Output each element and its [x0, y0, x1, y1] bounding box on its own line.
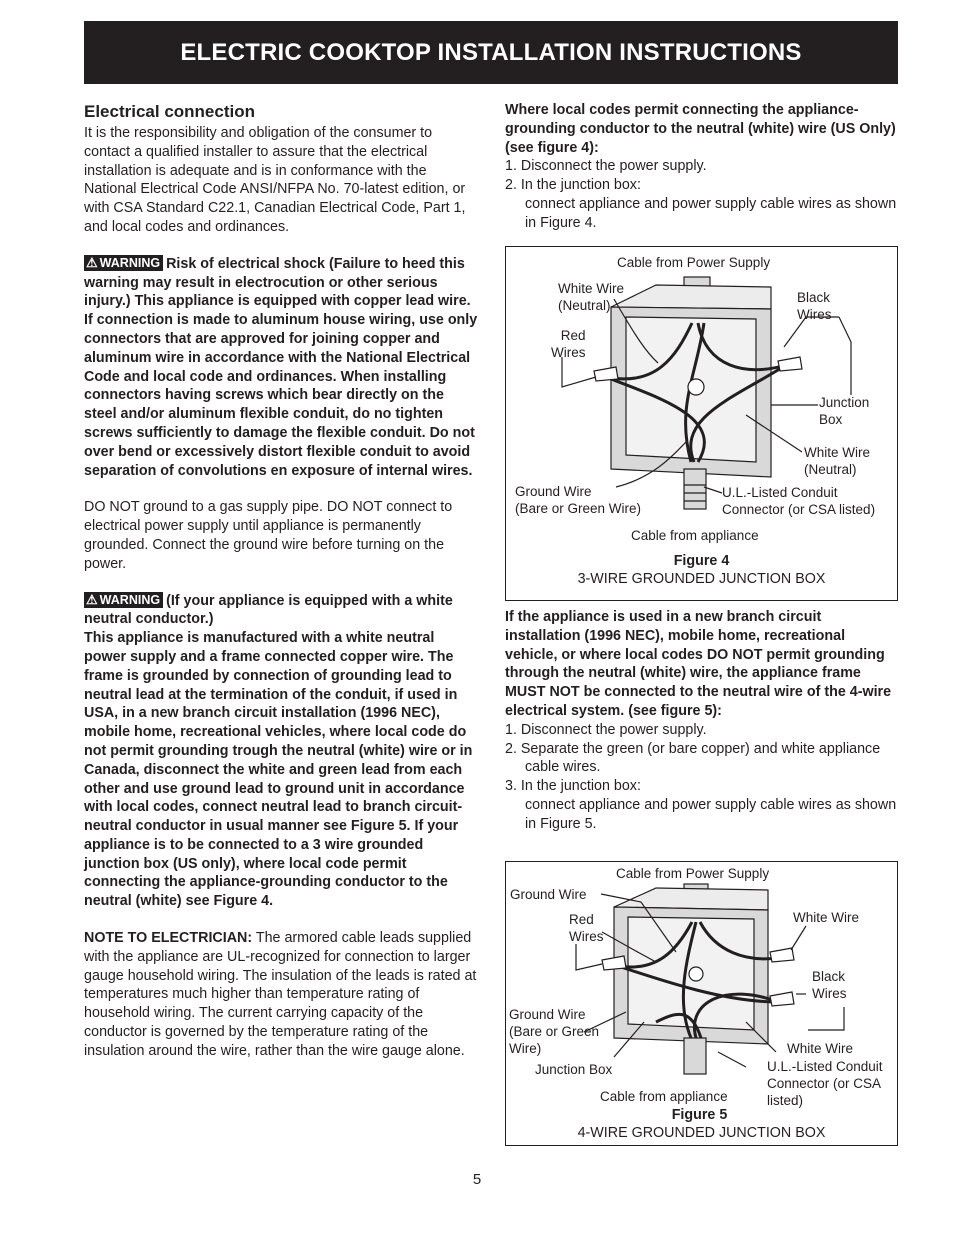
label-cable-power: Cable from Power Supply [616, 866, 770, 881]
ground-note: DO NOT ground to a gas supply pipe. DO NOT connect to electrical power supply until appliance is permanently grounded. Connect the ground wire before turning on the power. [84, 499, 453, 572]
label-red-wires: Red Wires [551, 328, 586, 360]
list-item: 2. Separate the green (or bare copper) and white appliance cable wires. [505, 740, 881, 776]
warning-badge: ⚠ WARNING [84, 592, 163, 608]
warning-paragraph-2 [84, 592, 478, 630]
figure-5-caption: 4-WIRE GROUNDED JUNCTION BOX [577, 1125, 826, 1141]
list-item: 2. In the junction box: [505, 177, 641, 194]
label-cable-appliance: Cable from appliance [600, 1089, 728, 1104]
label-black-wires: Black Wires [797, 290, 832, 322]
warning-2-lead: (If your appliance is equipped with a white neutral conductor.) [84, 592, 453, 628]
intro-paragraph: It is the responsibility and obligation of the consumer to contact a qualified installer to assure that the electrical installation is adequate and is in conformance with the National Electrical Code ANSI/NFPA No. 70-latest edition, or with CSA Standard C22.1, Canadian Electrical Code, Part 1, and local codes and ordinances. [84, 125, 466, 235]
figure-5 [505, 861, 898, 1146]
figure4-intro: Where local codes permit connecting the appliance-grounding conductor to the neutral (white) wire (US Only) (see figure 4): [505, 102, 896, 156]
figure-5-title: Figure 5 [671, 1107, 728, 1123]
warning-badge: ⚠ WARNING [84, 255, 163, 271]
warning-paragraph-1 [84, 255, 478, 481]
figure-4 [505, 246, 898, 601]
page-header [84, 21, 898, 84]
page-title: ELECTRIC COOKTOP INSTALLATION INSTRUCTIONS [180, 38, 802, 66]
warning-triangle-icon: ⚠ [86, 591, 98, 607]
label-white-wire-neutral-2: White Wire (Neutral) [804, 445, 871, 477]
label-junction-box: Junction Box [535, 1062, 613, 1077]
figure-4-title: Figure 4 [673, 553, 730, 569]
label-ground-wire: Ground Wire (Bare or Green Wire) [509, 1007, 600, 1056]
list-item: 1. Disconnect the power supply. [505, 158, 707, 175]
label-ground-wire: Ground Wire (Bare or Green Wire) [515, 484, 642, 516]
steps-list-1 [505, 157, 900, 195]
label-white-wire-2: White Wire [787, 1041, 854, 1056]
right-column-top [505, 101, 900, 233]
label-white-wire: White Wire [793, 910, 860, 925]
label-black-wires: Black Wires [812, 969, 847, 1001]
steps-1-sub: connect appliance and power supply cable wires as shown in Figure 4. [525, 195, 897, 231]
note-label: NOTE TO ELECTRICIAN: [84, 930, 253, 947]
page-number: 5 [472, 1171, 482, 1188]
label-red-wires: Red Wires [569, 912, 604, 944]
warning-1-text: Risk of electrical shock (Failure to heed this warning may result in electrocution or other serious injury.) This appliance is equipped with copper lead wire. If connection is made to aluminum house wiring, use only connectors that are approved for joining copper and aluminum wire in accordance with the National Electrical Code and local code and ordinances. When installing connectors having screws which bear directly on the steel and/or aluminum flexible conduit, do no tighten screws sufficiently to damage the flexible conduit. Do not over bend or excessively distort flexible conduit to avoid separation of convolutions en exposure of internal wires. [84, 255, 478, 479]
warning-2-body: This appliance is manufactured with a white neutral power supply and a frame connected copper wire. The frame is grounded by connection of grounding lead to neutral lead at the termination of the conduit, if used in USA, in a new branch circuit installation (1996 NEC), mobile home, recreational vehicles, where local code do not permit grounding trough the neutral (white) wire or in Canada, disconnect the white and green lead from each other and use ground lead to ground unit in accordance with local codes, connect neutral lead to branch circuit-neutral conductor in usual manner see Figure 5. If your appliance is to be connected to a 3 wire grounded junction box (US only), where local code permit connecting the appliance-grounding conductor to the neutral (white) see Figure 4. [84, 630, 473, 910]
right-column-middle [505, 608, 900, 834]
label-ul-conduit: U.L.-Listed Conduit Connector (or CSA listed) [722, 485, 876, 517]
label-ul-conduit: U.L.-Listed Conduit Connector (or CSA listed) [767, 1059, 883, 1108]
note-body: The armored cable leads supplied with the appliance are UL-recognized for connection to larger gauge household wiring. The insulation of the leads is rated at temperatures much higher than temperature rating of household wiring. The current carrying capacity of the conductor is governed by the temperature rating of the insulation around the wire, rather than the wire gauge alone. [84, 930, 477, 1059]
figure5-intro: If the appliance is used in a new branch circuit installation (1996 NEC), mobile home, recreational vehicle, or where local codes DO NOT permit grounding through the neutral (white) wire, the appliance frame MUST NOT be connected to the neutral wire of the 4-wire electrical system. (see figure 5): [505, 609, 892, 719]
figure-4-caption: 3-WIRE GROUNDED JUNCTION BOX [577, 571, 826, 587]
label-cable-appliance: Cable from appliance [631, 528, 759, 543]
steps-list-2 [505, 721, 900, 796]
list-item: 1. Disconnect the power supply. [505, 721, 707, 738]
label-ground-wire-top: Ground Wire [510, 887, 587, 902]
electrician-note [84, 929, 478, 1061]
steps-2-sub: connect appliance and power supply cable wires as shown in Figure 5. [525, 796, 897, 832]
label-cable-power: Cable from Power Supply [617, 255, 771, 270]
label-junction-box: Junction Box [819, 395, 870, 427]
section-title: Electrical connection [84, 102, 255, 121]
left-column [84, 101, 478, 1061]
warning-triangle-icon: ⚠ [86, 254, 98, 270]
list-item: 3. In the junction box: [505, 778, 641, 795]
label-white-wire-neutral: White Wire (Neutral) [558, 281, 625, 313]
